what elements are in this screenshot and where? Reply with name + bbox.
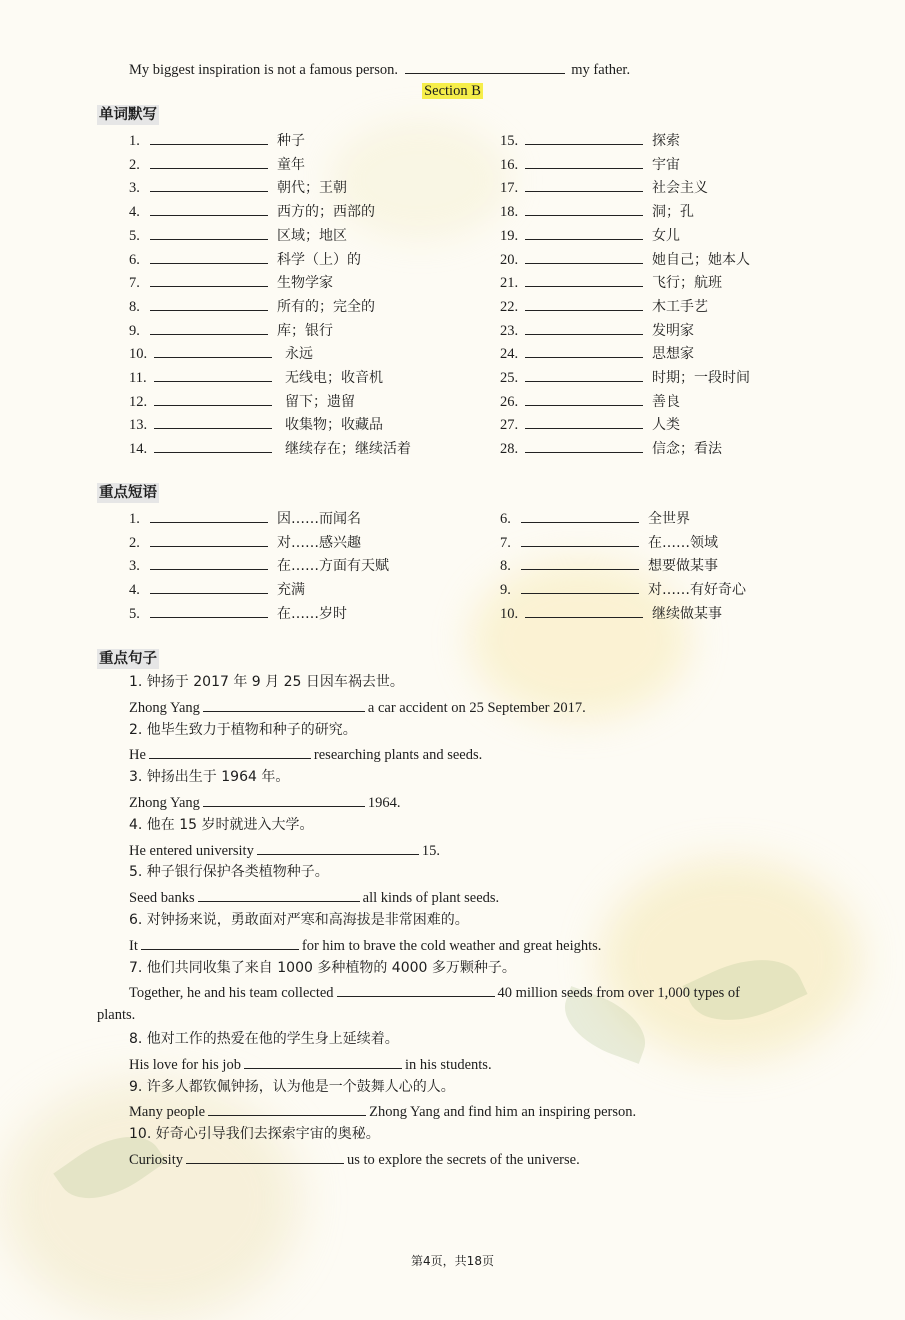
phrase-item (129, 555, 389, 575)
vocab-item (129, 225, 347, 245)
vocab-item (129, 438, 411, 458)
sentence-chinese: 4. 他在 15 岁时就进入大学。 (129, 816, 314, 833)
sentence-chinese: 3. 钟扬出生于 1964 年。 (129, 769, 290, 786)
sentence-continuation: plants. (97, 1007, 136, 1024)
sentence-suffix: 15. (421, 842, 440, 859)
phrase-item (129, 603, 347, 623)
item-meaning: 朝代；王朝 (277, 180, 347, 197)
answer-blank[interactable] (525, 343, 643, 358)
item-meaning: 全世界 (648, 511, 690, 527)
vocab-item (500, 391, 680, 411)
item-number: 5. (129, 227, 140, 244)
sentence-prefix: He (129, 747, 146, 764)
answer-blank[interactable] (141, 935, 299, 950)
answer-blank[interactable] (525, 367, 643, 382)
item-meaning: 想要做某事 (648, 558, 718, 575)
answer-blank[interactable] (525, 177, 643, 192)
sentence-prefix: It (129, 937, 138, 954)
item-number: 19. (500, 227, 519, 244)
sentence-chinese: 5. 种子银行保护各类植物种子。 (129, 864, 329, 881)
phrase-item (500, 555, 718, 575)
item-meaning: 善良 (652, 393, 680, 410)
item-number: 5. (129, 605, 140, 622)
item-meaning: 种子 (277, 133, 305, 149)
item-number: 7. (129, 275, 140, 292)
intro-text: my father. (571, 62, 631, 78)
sentence-suffix: in his students. (404, 1056, 492, 1073)
answer-blank[interactable] (150, 249, 268, 264)
item-meaning: 收集物；收藏品 (285, 417, 383, 434)
vocab-item (129, 367, 383, 387)
sentence-prefix: Together, he and his team collected (129, 985, 334, 1002)
sentence-suffix: researching plants and seeds. (313, 747, 483, 764)
vocab-item (500, 225, 680, 245)
sentence-prefix: Many people (129, 1104, 206, 1121)
sentence-chinese: 1. 钟扬于 2017 年 9 月 25 日因车祸去世。 (129, 674, 404, 690)
vocab-item (129, 249, 361, 269)
item-meaning: 继续做某事 (652, 605, 722, 622)
item-meaning: 女儿 (652, 227, 680, 244)
answer-blank[interactable] (186, 1149, 344, 1164)
answer-blank[interactable] (525, 249, 643, 264)
item-meaning: 所有的；完全的 (277, 298, 375, 315)
item-meaning: 宇宙 (652, 156, 680, 173)
answer-blank[interactable] (150, 272, 268, 287)
sentence-english (129, 792, 401, 812)
answer-blank[interactable] (150, 603, 268, 618)
item-number: 11. (129, 370, 147, 386)
sentence-english (129, 1054, 492, 1074)
item-number: 7. (500, 534, 511, 551)
vocab-item (129, 154, 305, 174)
vocab-item (129, 177, 347, 197)
answer-blank[interactable] (150, 177, 268, 192)
sentence-prefix: Zhong Yang (129, 699, 200, 716)
item-number: 3. (129, 558, 140, 575)
section-title-row (0, 82, 905, 100)
vocab-item (500, 320, 694, 340)
vocab-item (500, 296, 708, 316)
vocab-item (129, 296, 375, 316)
answer-blank[interactable] (525, 391, 643, 406)
vocab-item (500, 249, 750, 269)
item-number: 10. (129, 346, 148, 363)
phrase-item (129, 508, 361, 528)
answer-blank[interactable] (198, 887, 360, 902)
phrases-heading: 重点短语 (99, 485, 157, 501)
answer-blank[interactable] (337, 982, 495, 997)
vocab-item (129, 343, 313, 363)
item-number: 28. (500, 441, 519, 458)
answer-blank[interactable] (150, 579, 268, 594)
item-meaning: 充满 (277, 582, 305, 599)
answer-blank[interactable] (521, 555, 639, 570)
sentence-english (129, 935, 601, 955)
item-number: 22. (500, 298, 519, 315)
item-meaning: 飞行；航班 (652, 275, 722, 292)
answer-blank[interactable] (525, 130, 643, 145)
vocab-item (129, 272, 333, 292)
item-meaning: 社会主义 (652, 180, 708, 197)
answer-blank[interactable] (257, 840, 419, 855)
item-meaning: 在……方面有天赋 (277, 558, 389, 575)
answer-blank[interactable] (521, 532, 639, 547)
sentence-english (129, 1101, 636, 1121)
item-meaning: 信念；看法 (652, 441, 722, 458)
item-number: 27. (500, 417, 519, 434)
item-meaning: 在……领域 (648, 534, 718, 551)
background-flower-blur (600, 860, 860, 1060)
sentences-heading: 重点句子 (99, 651, 157, 667)
item-meaning: 在……岁时 (277, 605, 347, 622)
vocab-item (500, 130, 680, 150)
answer-blank[interactable] (150, 320, 268, 335)
item-meaning: 她自己；她本人 (652, 251, 750, 268)
answer-blank[interactable] (521, 579, 639, 594)
vocab-item (500, 367, 750, 387)
sentence-english (129, 744, 482, 764)
sentence-prefix: Zhong Yang (129, 795, 200, 811)
item-meaning: 无线电；收音机 (285, 370, 383, 386)
sentence-suffix: all kinds of plant seeds. (362, 890, 500, 907)
answer-blank[interactable] (525, 320, 643, 335)
vocab-item (500, 201, 694, 221)
sentence-suffix: 40 million seeds from over 1,000 types of (497, 985, 740, 1002)
item-meaning: 童年 (277, 156, 305, 173)
answer-blank[interactable] (154, 367, 272, 382)
item-meaning: 生物学家 (277, 275, 333, 292)
answer-blank[interactable] (150, 555, 268, 570)
item-number: 4. (129, 582, 140, 599)
item-meaning: 留下；遗留 (285, 393, 355, 410)
sentence-chinese: 6. 对钟扬来说，勇敢面对严寒和高海拔是非常困难的。 (129, 912, 469, 928)
sentence-suffix: for him to brave the cold weather and great heights. (301, 937, 602, 954)
item-number: 1. (129, 133, 140, 149)
item-number: 23. (500, 322, 519, 339)
answer-blank[interactable] (150, 296, 268, 311)
item-meaning: 对……有好奇心 (648, 582, 746, 599)
sentence-prefix: Curiosity (129, 1152, 183, 1168)
item-number: 12. (129, 393, 148, 410)
sentence-suffix: 1964. (367, 795, 401, 811)
vocab-item (129, 391, 355, 411)
sentence-prefix: Seed banks (129, 890, 195, 907)
sentence-chinese: 9. 许多人都钦佩钟扬，认为他是一个鼓舞人心的人。 (129, 1078, 455, 1095)
sentence-chinese: 2. 他毕生致力于植物和种子的研究。 (129, 721, 357, 738)
item-number: 6. (500, 511, 511, 527)
vocab-item (500, 438, 722, 458)
answer-blank[interactable] (525, 603, 643, 618)
item-number: 6. (129, 251, 140, 268)
answer-blank[interactable] (244, 1054, 402, 1069)
answer-blank[interactable] (521, 508, 639, 523)
sentence-chinese: 10. 好奇心引导我们去探索宇宙的奥秘。 (129, 1126, 380, 1143)
item-meaning: 继续存在；继续活着 (285, 441, 411, 458)
answer-blank[interactable] (208, 1101, 366, 1116)
answer-blank[interactable] (149, 744, 311, 759)
section-title: Section B (424, 83, 481, 99)
item-meaning: 西方的；西部的 (277, 204, 375, 221)
item-number: 14. (129, 441, 148, 458)
vocab-item (500, 272, 722, 292)
intro-text: My biggest inspiration is not a famous person. (129, 62, 399, 78)
answer-blank[interactable] (525, 201, 643, 216)
sentence-chinese: 7. 他们共同收集了来自 1000 多种植物的 4000 多万颗种子。 (129, 959, 516, 976)
phrase-item (500, 532, 718, 552)
sentence-suffix: us to explore the secrets of the universe. (346, 1152, 580, 1168)
item-number: 24. (500, 346, 519, 363)
item-number: 8. (129, 298, 140, 315)
vocab-item (129, 201, 375, 221)
sentence-english (129, 697, 586, 717)
answer-blank[interactable] (150, 225, 268, 240)
item-number: 15. (500, 133, 519, 149)
answer-blank[interactable] (150, 508, 268, 523)
item-number: 3. (129, 180, 140, 197)
item-meaning: 库；银行 (277, 322, 333, 339)
item-number: 18. (500, 204, 519, 221)
answer-blank[interactable] (150, 532, 268, 547)
item-number: 17. (500, 180, 519, 197)
item-meaning: 人类 (652, 417, 680, 434)
item-meaning: 洞；孔 (652, 204, 694, 221)
phrase-item (500, 579, 746, 599)
answer-blank[interactable] (203, 697, 365, 712)
item-number: 10. (500, 605, 519, 622)
answer-blank[interactable] (525, 225, 643, 240)
item-number: 9. (500, 582, 511, 599)
item-number: 9. (129, 322, 140, 339)
answer-blank[interactable] (154, 438, 272, 453)
vocab-item (500, 177, 708, 197)
item-number: 4. (129, 204, 140, 221)
sentence-prefix: His love for his job (129, 1056, 241, 1073)
answer-blank[interactable] (405, 59, 565, 74)
vocab-item (129, 320, 333, 340)
item-meaning: 思想家 (652, 346, 694, 363)
phrase-item (129, 532, 361, 552)
sentence-suffix: a car accident on 25 September 2017. (367, 699, 586, 716)
item-meaning: 时期；一段时间 (652, 370, 750, 386)
answer-blank[interactable] (525, 272, 643, 287)
sentence-english (129, 1149, 580, 1169)
item-number: 20. (500, 251, 519, 268)
item-number: 25. (500, 370, 519, 386)
sentence-prefix: He entered university (129, 842, 254, 859)
sentence-chinese: 8. 他对工作的热爱在他的学生身上延续着。 (129, 1031, 399, 1047)
item-meaning: 发明家 (652, 322, 694, 339)
item-number: 16. (500, 156, 519, 173)
vocab-item (500, 414, 680, 434)
item-meaning: 区域；地区 (277, 227, 347, 244)
vocab-heading: 单词默写 (99, 107, 157, 123)
item-number: 13. (129, 417, 148, 434)
page-footer: 第4页，共18页 (411, 1254, 494, 1268)
intro-sentence (129, 59, 630, 79)
answer-blank[interactable] (154, 343, 272, 358)
answer-blank[interactable] (150, 201, 268, 216)
vocab-item (129, 414, 383, 434)
item-number: 1. (129, 511, 140, 527)
answer-blank[interactable] (154, 414, 272, 429)
answer-blank[interactable] (150, 154, 268, 169)
vocab-item (500, 343, 694, 363)
item-meaning: 永远 (285, 346, 313, 363)
answer-blank[interactable] (203, 792, 365, 807)
sentence-suffix: Zhong Yang and find him an inspiring person. (369, 1104, 637, 1121)
item-number: 21. (500, 275, 519, 292)
answer-blank[interactable] (154, 391, 272, 406)
answer-blank[interactable] (525, 296, 643, 311)
answer-blank[interactable] (525, 438, 643, 453)
sentence-english (129, 840, 440, 860)
background-flower-blur (330, 120, 510, 240)
item-meaning: 对……感兴趣 (277, 534, 361, 551)
sentence-english (129, 982, 740, 1002)
vocab-item (500, 154, 680, 174)
item-meaning: 因……而闻名 (277, 511, 361, 527)
phrase-item (129, 579, 305, 599)
item-meaning: 科学（上）的 (277, 251, 361, 268)
item-number: 2. (129, 534, 140, 551)
vocab-item (129, 130, 305, 150)
phrase-item (500, 603, 722, 623)
answer-blank[interactable] (525, 414, 643, 429)
answer-blank[interactable] (525, 154, 643, 169)
sentence-english (129, 887, 499, 907)
item-number: 2. (129, 156, 140, 173)
item-number: 26. (500, 393, 519, 410)
item-meaning: 探索 (652, 133, 680, 149)
item-number: 8. (500, 558, 511, 575)
item-meaning: 木工手艺 (652, 298, 708, 315)
answer-blank[interactable] (150, 130, 268, 145)
phrase-item (500, 508, 690, 528)
